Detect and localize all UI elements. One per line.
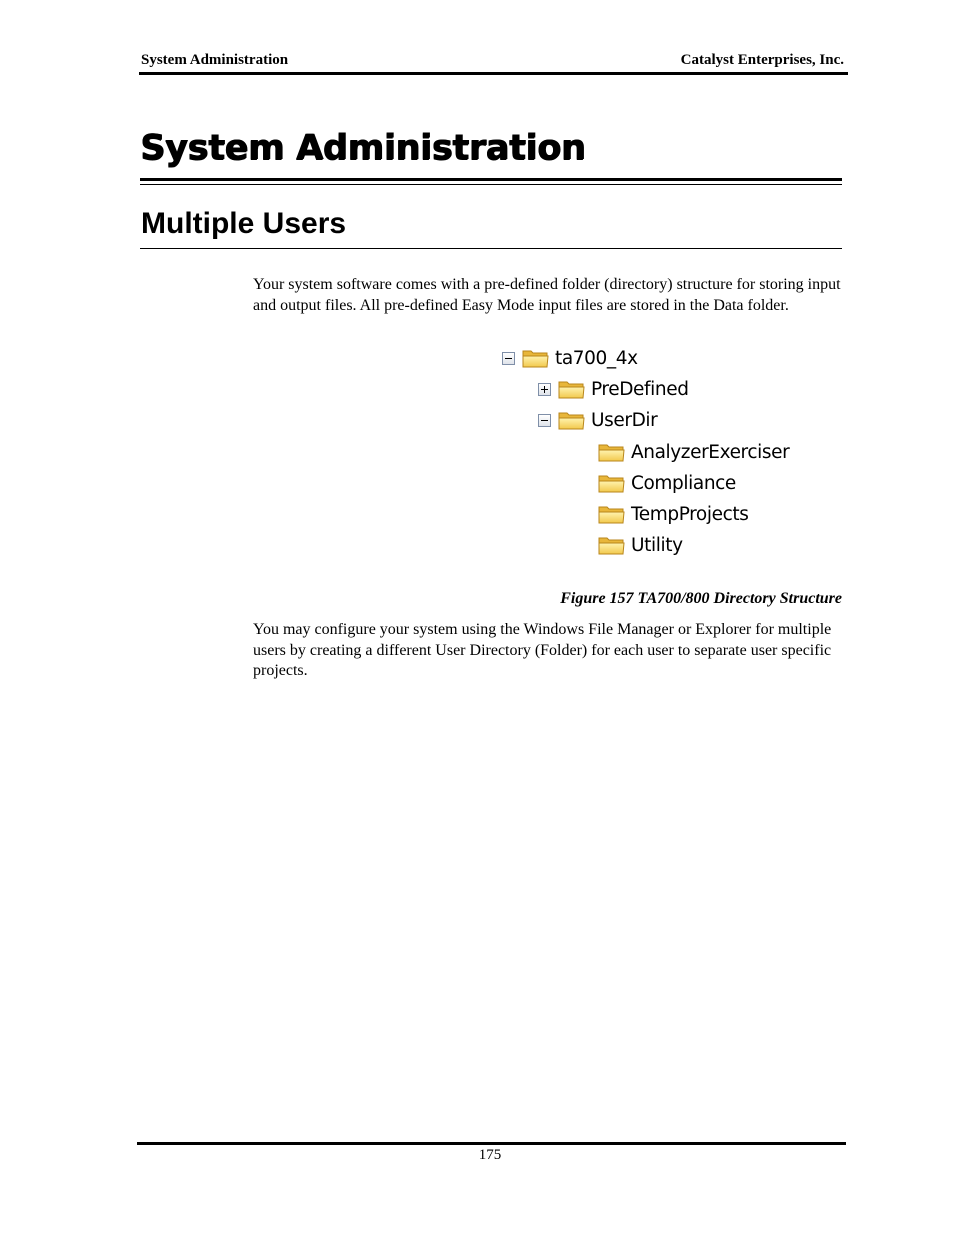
page-title: System Administration xyxy=(140,128,586,168)
title-rule xyxy=(140,178,842,181)
section-heading: Multiple Users xyxy=(141,207,347,240)
tree-node-label: UserDir xyxy=(591,409,658,431)
section-rule xyxy=(140,248,842,249)
tree-node-root[interactable] xyxy=(502,346,638,370)
tree-node-label: Utility xyxy=(631,534,683,556)
figure-caption: Figure 157 TA700/800 Directory Structure xyxy=(560,590,842,607)
tree-node-label: ta700_4x xyxy=(555,347,638,369)
tree-node-utility[interactable] xyxy=(597,533,683,557)
expand-toggle-icon[interactable] xyxy=(538,383,551,396)
header-right: Catalyst Enterprises, Inc. xyxy=(680,52,844,68)
tree-node-predefined[interactable] xyxy=(538,377,689,401)
collapse-toggle-icon[interactable] xyxy=(538,414,551,427)
tree-node-label: AnalyzerExerciser xyxy=(631,441,790,463)
intro-paragraph: Your system software comes with a pre-defined folder (directory) structure for storing input and output files. All pre-defined Easy Mode input files are stored in the Data folder. xyxy=(253,276,841,314)
folder-icon xyxy=(521,346,551,370)
directory-tree-figure xyxy=(500,342,830,572)
footer-rule xyxy=(137,1142,846,1145)
tree-node-label: PreDefined xyxy=(591,378,689,400)
folder-icon xyxy=(597,440,627,464)
tree-node-compliance[interactable] xyxy=(597,471,736,495)
folder-icon xyxy=(597,471,627,495)
tree-node-tempprojects[interactable] xyxy=(597,502,748,526)
tree-node-analyzerexerciser[interactable] xyxy=(597,440,789,464)
tree-node-label: TempProjects xyxy=(631,503,749,525)
folder-icon xyxy=(597,502,627,526)
folder-icon xyxy=(557,377,587,401)
tree-node-userdir[interactable] xyxy=(538,408,657,432)
title-rule-thin xyxy=(140,184,842,185)
collapse-toggle-icon[interactable] xyxy=(502,352,515,365)
folder-icon xyxy=(597,533,627,557)
folder-icon xyxy=(557,408,587,432)
body-paragraph: You may configure your system using the Windows File Manager or Explorer for multiple users by creating a different User Directory (Folder) for each user to separate user specific projects. xyxy=(253,621,832,679)
tree-node-label: Compliance xyxy=(631,472,736,494)
page-number: 175 xyxy=(478,1147,502,1163)
header-left: System Administration xyxy=(141,52,289,68)
header-rule xyxy=(139,72,848,75)
